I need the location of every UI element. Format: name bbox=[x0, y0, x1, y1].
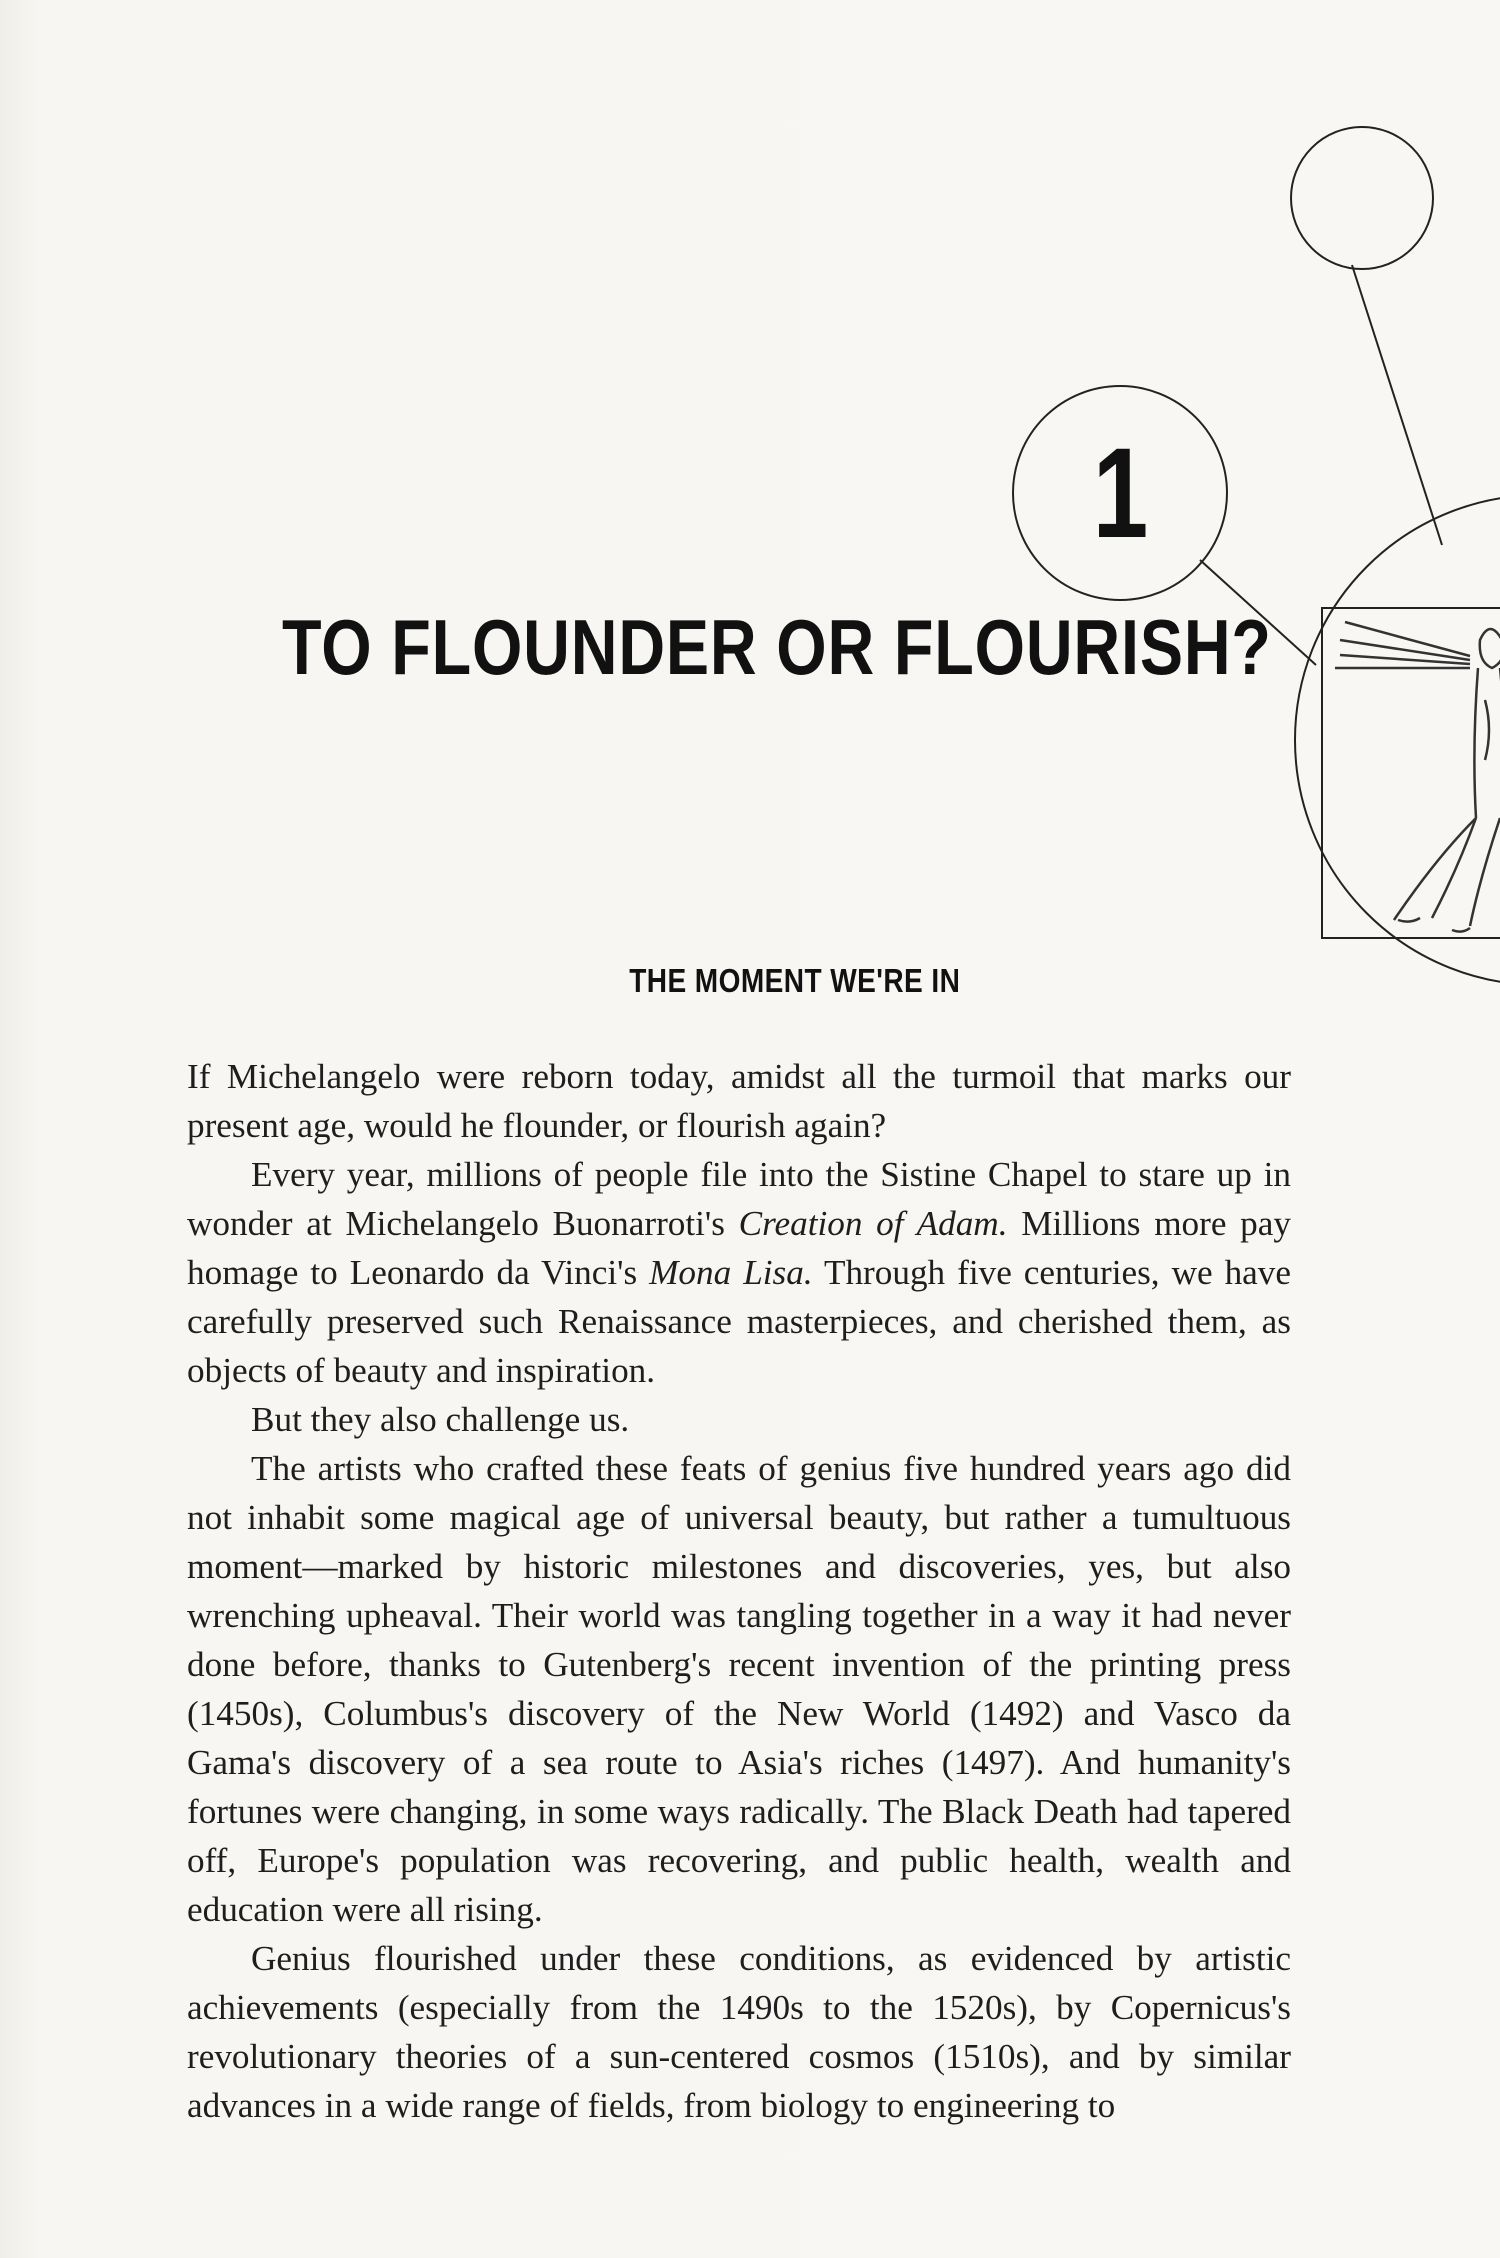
paragraph-5: Genius flourished under these conditions, as evidenced by artistic achievements (especially from the 1490s to the 1520s), by Copernicus's revolutionary theories of a sun-centered cosmos (1510s), and by similar advances in a wide range of fields, from biology to engineering to bbox=[187, 1939, 1291, 2125]
section-heading bbox=[0, 962, 1500, 1000]
section-heading-text: THE MOMENT WE'RE IN bbox=[629, 962, 961, 999]
body-text bbox=[187, 1052, 1291, 2130]
vitruvian-man-icon bbox=[1295, 495, 1500, 985]
small-circle bbox=[1291, 127, 1433, 269]
artwork-title-mona-lisa: Mona Lisa. bbox=[649, 1253, 813, 1292]
paragraph-3: But they also challenge us. bbox=[251, 1400, 630, 1439]
chapter-title: TO FLOUNDER OR FLOURISH? bbox=[282, 603, 1272, 691]
paragraph-2-part-c: Millions more pay homage to Leonardo da Vinci's bbox=[187, 1204, 1291, 1292]
paragraph-2-part-a: Every year, millions of people file into the Sistine Chapel to stare up in wonder at Michelangelo Buonarroti's bbox=[187, 1155, 1291, 1243]
connector-line-upper bbox=[1352, 265, 1442, 545]
artwork-title-creation-of-adam: Creation of Adam. bbox=[738, 1204, 1008, 1243]
paragraph-2 bbox=[187, 1150, 1291, 1395]
paragraph-1: If Michelangelo were reborn today, amidst all the turmoil that marks our present age, would he flounder, or flourish again? bbox=[187, 1057, 1291, 1145]
paragraph-2-part-e: Through five centuries, we have carefully preserved such Renaissance masterpieces, and cherished them, as objects of beauty and inspiration. bbox=[187, 1253, 1291, 1390]
paragraph-4: The artists who crafted these feats of genius five hundred years ago did not inhabit some magical age of universal beauty, but rather a tumultuous moment—marked by historic milestones and discoveries, yes, but also wrenching upheaval. Their world was tangling together in a way it had never done before, thanks to Gutenberg's recent invention of the printing press (1450s), Columbus's discovery of the New World (1492) and Vasco da Gama's discovery of a sea route to Asia's riches (1497). And humanity's fortunes were changing, in some ways radically. The Black Death had tapered off, Europe's population was recovering, and public health, wealth and education were all rising. bbox=[187, 1449, 1291, 1929]
chapter-decoration bbox=[0, 0, 1500, 1000]
chapter-number: 1 bbox=[1092, 421, 1149, 565]
